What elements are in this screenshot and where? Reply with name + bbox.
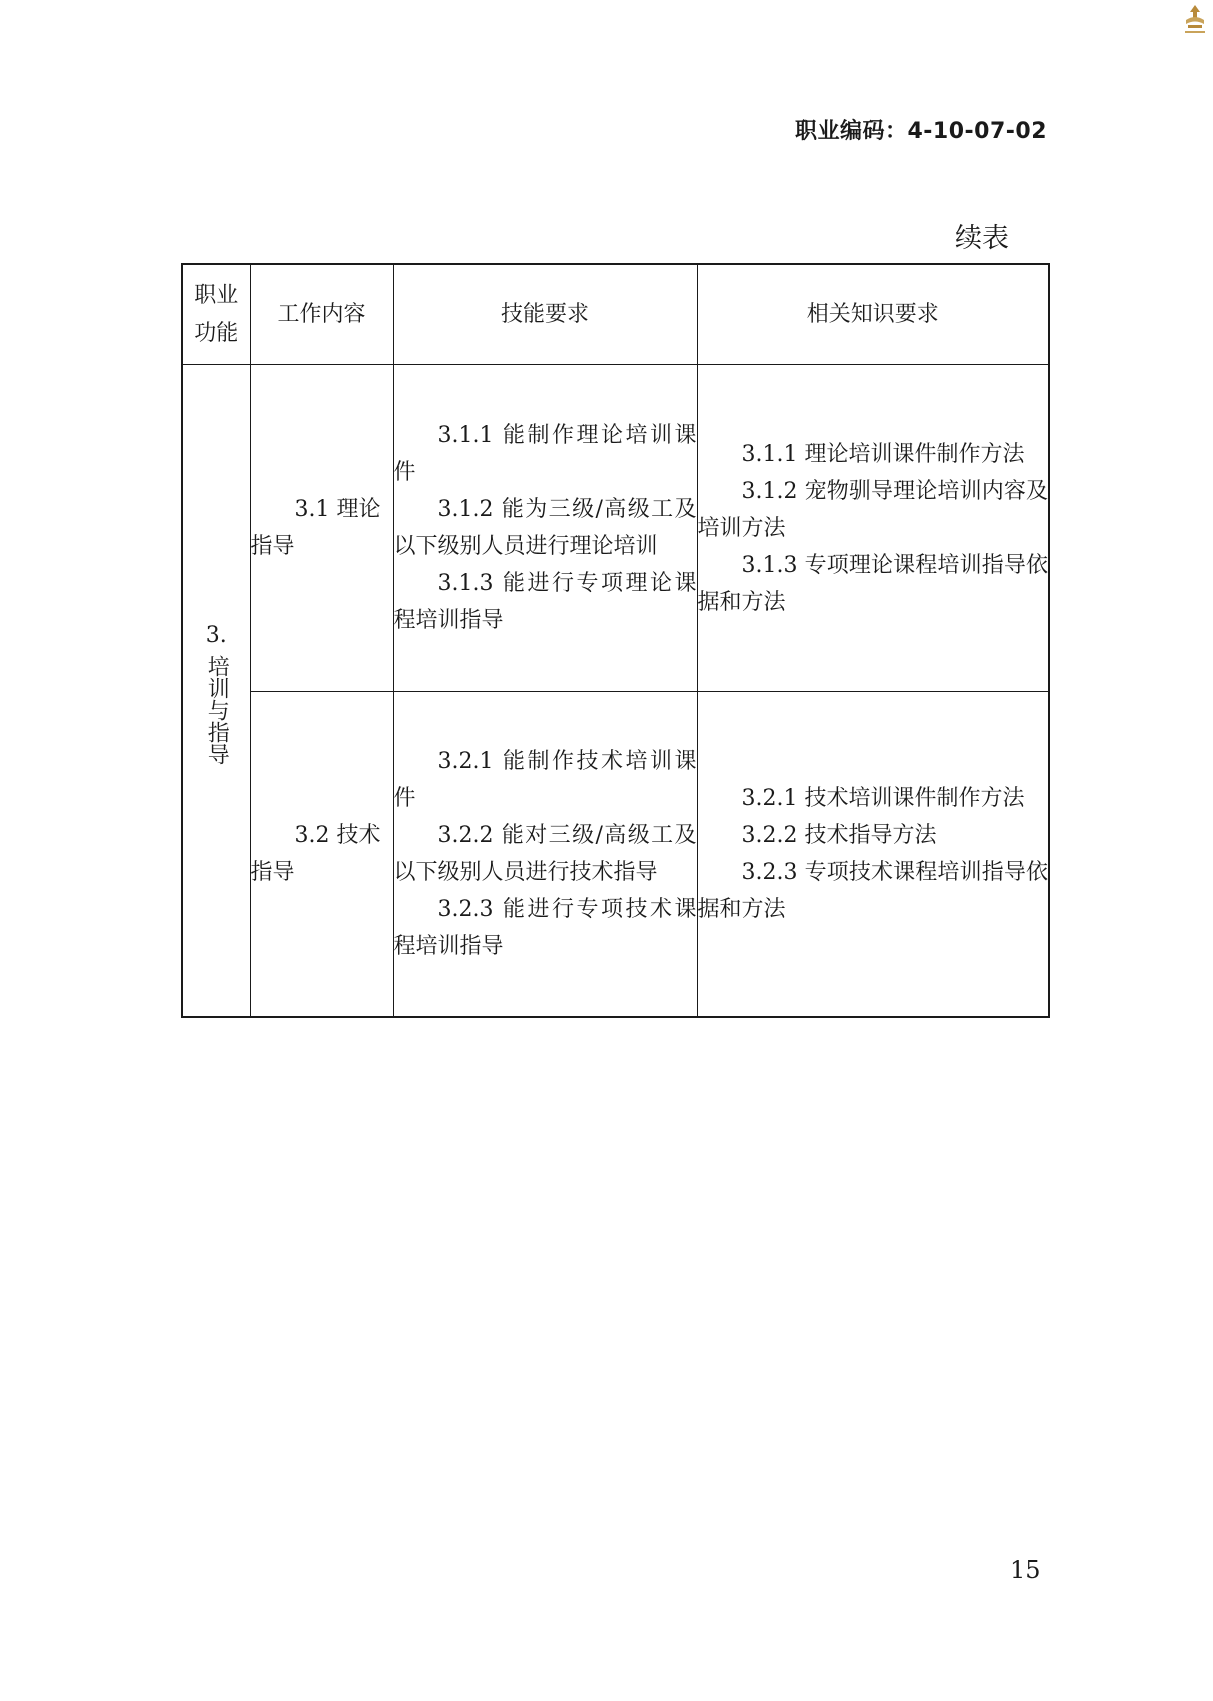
- function-name: 培训与指导: [204, 654, 230, 765]
- skill-item: 3.2.2 能对三级/高级工及以下级别人员进行技术指导: [393, 823, 697, 885]
- work-content-cell: 3.2 技术指导: [250, 692, 393, 1018]
- page-number: 15: [1010, 1556, 1041, 1584]
- work-content-cell: 3.1 理论指导: [250, 365, 393, 692]
- knowledge-item: 3.2.2 技术指导方法: [741, 823, 937, 848]
- table-header-row: [182, 264, 1049, 365]
- knowledge-item: 3.1.2 宠物驯导理论培训内容及培训方法: [697, 478, 1048, 541]
- skill-cell: [393, 365, 697, 692]
- function-cell: [182, 365, 250, 1018]
- knowledge-cell: [697, 365, 1049, 692]
- skill-item: 3.1.1 能制作理论培训课件: [393, 423, 697, 485]
- knowledge-item: 3.2.3 专项技术课程培训指导依据和方法: [697, 860, 1048, 922]
- header-function: 职业 功能: [182, 264, 250, 365]
- header-work-content: 工作内容: [250, 264, 393, 365]
- header-skill-requirements: 技能要求: [393, 264, 697, 365]
- skill-item: 3.2.1 能制作技术培训课件: [393, 749, 697, 811]
- occupation-code: 职业编码：4-10-07-02: [794, 119, 1047, 144]
- continued-label: 续表: [955, 223, 1009, 254]
- knowledge-item: 3.1.1 理论培训课件制作方法: [741, 441, 1025, 467]
- publisher-logo-icon: [1178, 2, 1212, 36]
- table-row: [182, 692, 1049, 1018]
- skill-cell: [393, 692, 697, 1018]
- knowledge-item: 3.1.3 专项理论课程培训指导依据和方法: [697, 552, 1048, 615]
- header-knowledge-requirements: 相关知识要求: [697, 264, 1049, 365]
- requirements-table: [181, 263, 1050, 1018]
- table-row: [182, 365, 1049, 692]
- function-number: 3.: [205, 622, 227, 648]
- skill-item: 3.2.3 能进行专项技术课程培训指导: [393, 897, 697, 959]
- skill-item: 3.1.3 能进行专项理论课程培训指导: [393, 571, 697, 633]
- knowledge-cell: [697, 692, 1049, 1018]
- knowledge-item: 3.2.1 技术培训课件制作方法: [741, 786, 1025, 811]
- skill-item: 3.1.2 能为三级/高级工及以下级别人员进行理论培训: [393, 497, 697, 559]
